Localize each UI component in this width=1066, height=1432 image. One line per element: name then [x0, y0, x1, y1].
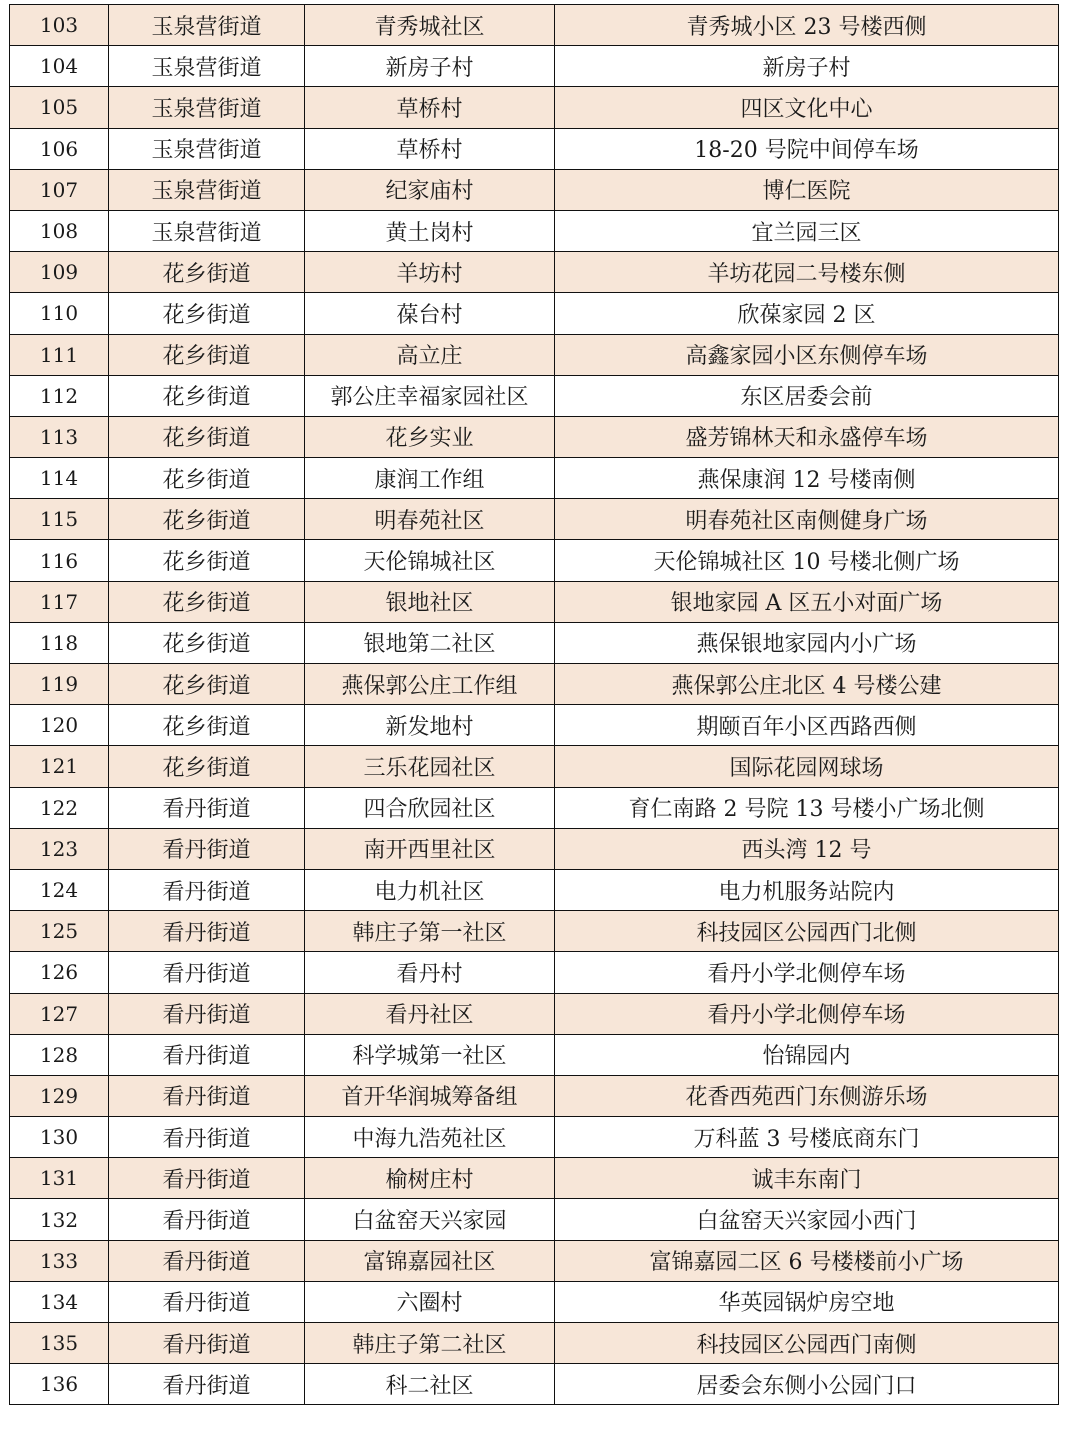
table-row [10, 1323, 1059, 1364]
cell-location: 国际花园网球场 [555, 746, 1059, 787]
cell-community: 青秀城社区 [305, 5, 555, 46]
cell-street: 看丹街道 [109, 1199, 305, 1240]
table-row [10, 664, 1059, 705]
cell-serial-number: 105 [10, 87, 109, 128]
cell-location: 富锦嘉园二区 6 号楼楼前小广场 [555, 1240, 1059, 1281]
cell-street: 花乡街道 [109, 293, 305, 334]
table-row [10, 128, 1059, 169]
cell-location: 白盆窑天兴家园小西门 [555, 1199, 1059, 1240]
cell-street: 花乡街道 [109, 664, 305, 705]
cell-community: 黄土岗村 [305, 210, 555, 251]
cell-location: 东区居委会前 [555, 375, 1059, 416]
table-row [10, 622, 1059, 663]
cell-serial-number: 131 [10, 1158, 109, 1199]
table-row [10, 1364, 1059, 1405]
table-row [10, 46, 1059, 87]
cell-street: 看丹街道 [109, 787, 305, 828]
cell-street: 玉泉营街道 [109, 87, 305, 128]
cell-location: 电力机服务站院内 [555, 869, 1059, 910]
table-row [10, 169, 1059, 210]
cell-location: 科技园区公园西门北侧 [555, 911, 1059, 952]
cell-serial-number: 111 [10, 334, 109, 375]
cell-serial-number: 122 [10, 787, 109, 828]
cell-location: 四区文化中心 [555, 87, 1059, 128]
cell-street: 看丹街道 [109, 1158, 305, 1199]
cell-serial-number: 128 [10, 1034, 109, 1075]
cell-community: 羊坊村 [305, 252, 555, 293]
cell-street: 看丹街道 [109, 1034, 305, 1075]
cell-street: 玉泉营街道 [109, 5, 305, 46]
cell-community: 草桥村 [305, 87, 555, 128]
cell-serial-number: 107 [10, 169, 109, 210]
cell-community: 韩庄子第二社区 [305, 1323, 555, 1364]
cell-community: 科学城第一社区 [305, 1034, 555, 1075]
cell-community: 银地第二社区 [305, 622, 555, 663]
cell-location: 羊坊花园二号楼东侧 [555, 252, 1059, 293]
table-row [10, 334, 1059, 375]
cell-location: 诚丰东南门 [555, 1158, 1059, 1199]
table-row [10, 1117, 1059, 1158]
table-row [10, 499, 1059, 540]
cell-location: 欣葆家园 2 区 [555, 293, 1059, 334]
cell-community: 中海九浩苑社区 [305, 1117, 555, 1158]
cell-location: 怡锦园内 [555, 1034, 1059, 1075]
cell-serial-number: 120 [10, 705, 109, 746]
cell-community: 天伦锦城社区 [305, 540, 555, 581]
cell-street: 看丹街道 [109, 993, 305, 1034]
cell-location: 燕保银地家园内小广场 [555, 622, 1059, 663]
cell-serial-number: 113 [10, 416, 109, 457]
cell-serial-number: 136 [10, 1364, 109, 1405]
cell-street: 玉泉营街道 [109, 210, 305, 251]
cell-location: 华英园锅炉房空地 [555, 1281, 1059, 1322]
cell-community: 燕保郭公庄工作组 [305, 664, 555, 705]
cell-community: 三乐花园社区 [305, 746, 555, 787]
cell-community: 六圈村 [305, 1281, 555, 1322]
cell-street: 花乡街道 [109, 622, 305, 663]
table-row [10, 5, 1059, 46]
cell-street: 花乡街道 [109, 252, 305, 293]
cell-street: 看丹街道 [109, 1240, 305, 1281]
cell-serial-number: 117 [10, 581, 109, 622]
table-row [10, 993, 1059, 1034]
table-row [10, 828, 1059, 869]
cell-serial-number: 114 [10, 458, 109, 499]
cell-serial-number: 116 [10, 540, 109, 581]
cell-street: 花乡街道 [109, 334, 305, 375]
cell-serial-number: 133 [10, 1240, 109, 1281]
cell-community: 新房子村 [305, 46, 555, 87]
table-row [10, 458, 1059, 499]
cell-location: 盛芳锦林天和永盛停车场 [555, 416, 1059, 457]
table-row [10, 952, 1059, 993]
cell-street: 看丹街道 [109, 869, 305, 910]
cell-serial-number: 134 [10, 1281, 109, 1322]
cell-community: 看丹社区 [305, 993, 555, 1034]
cell-street: 花乡街道 [109, 458, 305, 499]
cell-serial-number: 106 [10, 128, 109, 169]
cell-community: 草桥村 [305, 128, 555, 169]
cell-community: 新发地村 [305, 705, 555, 746]
cell-location: 燕保康润 12 号楼南侧 [555, 458, 1059, 499]
cell-community: 科二社区 [305, 1364, 555, 1405]
cell-serial-number: 103 [10, 5, 109, 46]
cell-location: 万科蓝 3 号楼底商东门 [555, 1117, 1059, 1158]
cell-community: 康润工作组 [305, 458, 555, 499]
cell-serial-number: 118 [10, 622, 109, 663]
cell-location: 青秀城小区 23 号楼西侧 [555, 5, 1059, 46]
cell-community: 花乡实业 [305, 416, 555, 457]
cell-community: 明春苑社区 [305, 499, 555, 540]
cell-serial-number: 125 [10, 911, 109, 952]
cell-location: 科技园区公园西门南侧 [555, 1323, 1059, 1364]
table-row [10, 1075, 1059, 1116]
cell-serial-number: 108 [10, 210, 109, 251]
cell-location: 看丹小学北侧停车场 [555, 993, 1059, 1034]
cell-street: 花乡街道 [109, 375, 305, 416]
cell-street: 看丹街道 [109, 1364, 305, 1405]
cell-location: 宜兰园三区 [555, 210, 1059, 251]
table-row [10, 252, 1059, 293]
cell-community: 韩庄子第一社区 [305, 911, 555, 952]
cell-location: 居委会东侧小公园门口 [555, 1364, 1059, 1405]
cell-location: 18-20 号院中间停车场 [555, 128, 1059, 169]
table-row [10, 746, 1059, 787]
table-row [10, 911, 1059, 952]
table-row [10, 293, 1059, 334]
table-row [10, 87, 1059, 128]
cell-location: 西头湾 12 号 [555, 828, 1059, 869]
cell-location: 银地家园 A 区五小对面广场 [555, 581, 1059, 622]
cell-location: 博仁医院 [555, 169, 1059, 210]
cell-community: 南开西里社区 [305, 828, 555, 869]
cell-street: 花乡街道 [109, 499, 305, 540]
cell-location: 育仁南路 2 号院 13 号楼小广场北侧 [555, 787, 1059, 828]
cell-serial-number: 104 [10, 46, 109, 87]
cell-community: 葆台村 [305, 293, 555, 334]
cell-community: 榆树庄村 [305, 1158, 555, 1199]
table-row [10, 416, 1059, 457]
table-row [10, 1281, 1059, 1322]
table-body [10, 5, 1059, 1405]
cell-community: 纪家庙村 [305, 169, 555, 210]
cell-community: 高立庄 [305, 334, 555, 375]
cell-location: 看丹小学北侧停车场 [555, 952, 1059, 993]
cell-street: 花乡街道 [109, 705, 305, 746]
cell-street: 玉泉营街道 [109, 46, 305, 87]
table-row [10, 1240, 1059, 1281]
cell-street: 花乡街道 [109, 581, 305, 622]
cell-community: 富锦嘉园社区 [305, 1240, 555, 1281]
cell-street: 花乡街道 [109, 540, 305, 581]
cell-serial-number: 123 [10, 828, 109, 869]
cell-serial-number: 129 [10, 1075, 109, 1116]
sampling-sites-table [9, 4, 1059, 1405]
cell-street: 看丹街道 [109, 1323, 305, 1364]
cell-community: 四合欣园社区 [305, 787, 555, 828]
cell-location: 天伦锦城社区 10 号楼北侧广场 [555, 540, 1059, 581]
cell-serial-number: 110 [10, 293, 109, 334]
table-row [10, 210, 1059, 251]
cell-serial-number: 130 [10, 1117, 109, 1158]
cell-location: 期颐百年小区西路西侧 [555, 705, 1059, 746]
cell-location: 花香西苑西门东侧游乐场 [555, 1075, 1059, 1116]
cell-street: 花乡街道 [109, 416, 305, 457]
table-row [10, 787, 1059, 828]
table-row [10, 869, 1059, 910]
cell-serial-number: 109 [10, 252, 109, 293]
cell-serial-number: 112 [10, 375, 109, 416]
cell-serial-number: 115 [10, 499, 109, 540]
cell-serial-number: 127 [10, 993, 109, 1034]
cell-street: 看丹街道 [109, 1075, 305, 1116]
table-row [10, 540, 1059, 581]
cell-community: 首开华润城筹备组 [305, 1075, 555, 1116]
cell-street: 看丹街道 [109, 1281, 305, 1322]
sampling-sites-table-container [9, 4, 1058, 1405]
cell-serial-number: 132 [10, 1199, 109, 1240]
cell-community: 白盆窑天兴家园 [305, 1199, 555, 1240]
cell-location: 新房子村 [555, 46, 1059, 87]
table-row [10, 1199, 1059, 1240]
table-row [10, 705, 1059, 746]
cell-street: 玉泉营街道 [109, 128, 305, 169]
cell-location: 高鑫家园小区东侧停车场 [555, 334, 1059, 375]
cell-location: 燕保郭公庄北区 4 号楼公建 [555, 664, 1059, 705]
cell-street: 看丹街道 [109, 828, 305, 869]
cell-community: 看丹村 [305, 952, 555, 993]
cell-street: 玉泉营街道 [109, 169, 305, 210]
cell-street: 看丹街道 [109, 911, 305, 952]
cell-community: 银地社区 [305, 581, 555, 622]
table-row [10, 375, 1059, 416]
table-row [10, 581, 1059, 622]
cell-serial-number: 121 [10, 746, 109, 787]
cell-street: 花乡街道 [109, 746, 305, 787]
cell-serial-number: 126 [10, 952, 109, 993]
cell-street: 看丹街道 [109, 1117, 305, 1158]
cell-community: 电力机社区 [305, 869, 555, 910]
cell-location: 明春苑社区南侧健身广场 [555, 499, 1059, 540]
table-row [10, 1034, 1059, 1075]
cell-serial-number: 124 [10, 869, 109, 910]
cell-community: 郭公庄幸福家园社区 [305, 375, 555, 416]
cell-serial-number: 135 [10, 1323, 109, 1364]
table-row [10, 1158, 1059, 1199]
cell-serial-number: 119 [10, 664, 109, 705]
cell-street: 看丹街道 [109, 952, 305, 993]
